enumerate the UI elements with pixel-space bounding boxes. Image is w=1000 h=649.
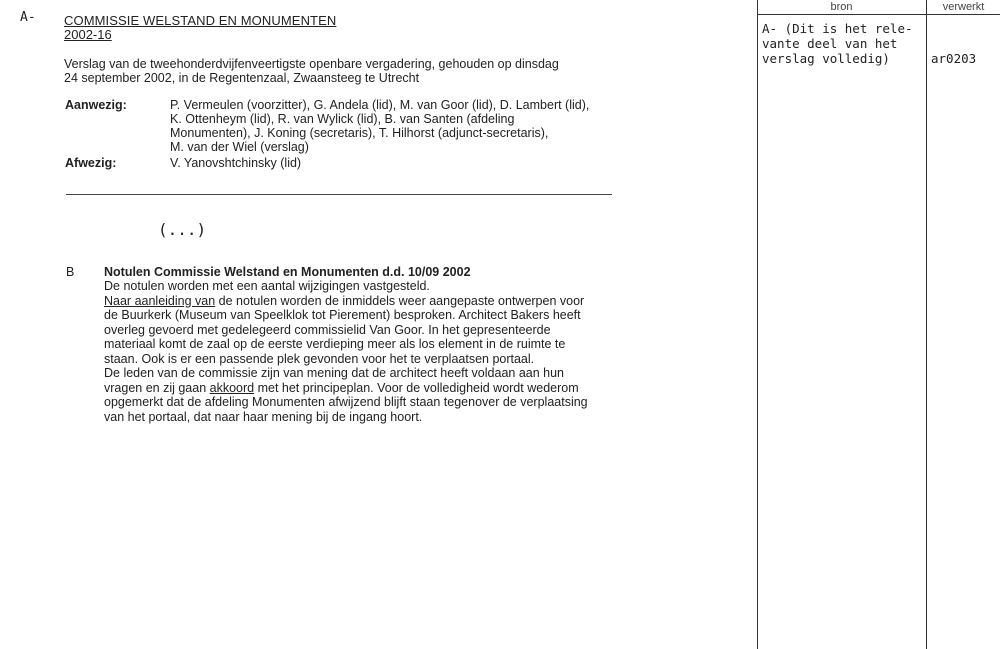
column-header-verwerkt: verwerkt <box>942 1 985 13</box>
body-text: de notulen worden de inmiddels weer aangepaste ontwerpen voor <box>215 293 585 308</box>
column-header-bron: bron <box>830 1 853 13</box>
body-line: de Buurkerk (Museum van Speelklok tot Pierement) besproken. Architect Bakers heeft <box>104 308 581 322</box>
body-line: De notulen worden met een aantal wijzigingen vastgesteld. <box>104 279 430 293</box>
bron-line: A- (Dit is het rele- <box>762 21 913 36</box>
table-column-border <box>926 0 927 649</box>
omission-marker: (...) <box>158 220 207 239</box>
margin-marker: A- <box>20 10 36 25</box>
body-line: De leden van de commissie zijn van mening dat de architect heeft voldaan aan hun <box>104 366 565 380</box>
body-line: materiaal komt de zaal op de eerste verdieping meer als los element in de ruimte te <box>104 337 566 351</box>
document-title: COMMISSIE WELSTAND EN MONUMENTEN <box>64 13 337 28</box>
present-line: P. Vermeulen (voorzitter), G. Andela (lid), M. van Goor (lid), D. Lambert (lid), <box>170 98 590 112</box>
bron-line: vante deel van het <box>762 36 898 51</box>
present-line: Monumenten), J. Koning (secretaris), T. Hilhorst (adjunct-secretaris), <box>170 126 549 140</box>
underlined-word: akkoord <box>209 380 255 395</box>
body-text: vragen en zij gaan <box>104 380 210 395</box>
underlined-phrase: Naar aanleiding van <box>104 293 216 308</box>
present-line: M. van der Wiel (verslag) <box>170 140 309 154</box>
table-header-border <box>757 14 1000 15</box>
body-line <box>104 294 624 309</box>
present-line: K. Ottenheym (lid), R. van Wylick (lid), B. van Santen (afdeling <box>170 112 515 126</box>
absent-label: Afwezig: <box>65 156 117 170</box>
bron-line: verslag volledig) <box>762 51 890 66</box>
item-heading: Notulen Commissie Welstand en Monumenten d.d. 10/09 2002 <box>104 265 471 279</box>
item-body <box>104 279 624 424</box>
absent-line: V. Yanovshtchinsky (lid) <box>170 156 302 170</box>
body-text: met het principeplan. Voor de volledigheid wordt wederom <box>254 380 579 395</box>
body-line <box>104 381 624 396</box>
body-line: opgemerkt dat de afdeling Monumenten afwijzend blijft staan tegenover de verplaatsing <box>104 395 588 409</box>
absent-list <box>170 156 620 170</box>
item-letter: B <box>66 265 75 279</box>
document-number: 2002-16 <box>64 27 112 42</box>
section-divider <box>66 194 612 195</box>
intro-line: 24 september 2002, in de Regentenzaal, Zwaansteeg te Utrecht <box>64 71 420 85</box>
present-label: Aanwezig: <box>65 98 127 112</box>
table-column-border <box>757 0 758 649</box>
bron-cell <box>762 21 924 66</box>
verwerkt-cell: ar0203 <box>931 51 977 66</box>
present-list <box>170 98 620 154</box>
intro-line: Verslag van de tweehonderdvijfenveertigste openbare vergadering, gehouden op dinsdag <box>64 57 559 71</box>
body-line: staan. Ook is er een passende plek gevonden voor het te verplaatsen portaal. <box>104 351 535 366</box>
body-line: van het portaal, dat naar haar mening bij de ingang hoort. <box>104 409 423 424</box>
body-line: overleg gevoerd met gedelegeerd commissielid Van Goor. In het gepresenteerde <box>104 322 551 337</box>
intro-paragraph <box>64 57 604 85</box>
